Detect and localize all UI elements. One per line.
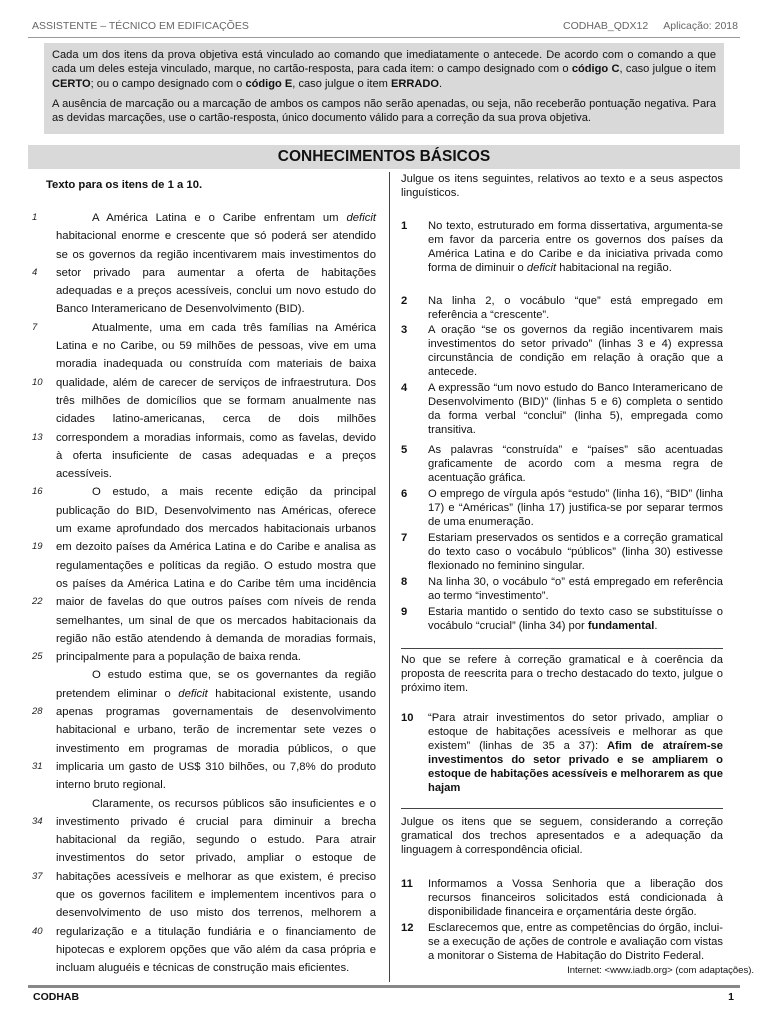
line-text: três milhões de domicílios que se formam anualmente nas bbox=[56, 394, 376, 407]
item-4: 4 A expressão “um novo estudo do Banco Interamericano de Desenvolvimento (BID)” (linhas 5 e 6) completa o sentido da forma verbal “conclui” (linha 5), empregada como transitiva. bbox=[401, 382, 723, 437]
text-line bbox=[30, 447, 380, 465]
text-line bbox=[30, 575, 380, 593]
application-year: Aplicação: 2018 bbox=[663, 20, 738, 32]
line-text: desenvolvimento de uso misto dos terrenos, melhorem a bbox=[56, 907, 376, 920]
line-number: 28 bbox=[32, 706, 43, 718]
item-7: 7 Estariam preservados os sentidos e a correção gramatical do texto caso o vocábulo “públicos” (linha 30) estivesse flexionado no feminino singular. bbox=[401, 532, 723, 573]
exam-code: CODHAB_QDX12 bbox=[563, 20, 649, 32]
line-text: em dezoito países da América Latina e do Caribe e analisa as bbox=[56, 541, 376, 554]
text-line bbox=[30, 959, 380, 977]
text-line bbox=[30, 941, 380, 959]
text-lines bbox=[30, 209, 380, 977]
text-line bbox=[30, 758, 380, 776]
text-line bbox=[30, 246, 380, 264]
text-line bbox=[30, 374, 380, 392]
item-9: 9 Estaria mantido o sentido do texto caso se substituísse o vocábulo “crucial” (linha 34) por fundamental. bbox=[401, 606, 723, 633]
line-number: 19 bbox=[32, 541, 43, 553]
line-text: interno bruto regional. bbox=[56, 779, 166, 792]
items-intro-1: Julgue os itens seguintes, relativos ao texto e a seus aspectos linguísticos. bbox=[401, 173, 723, 200]
line-text: Banco Interamericano de Desenvolvimento (BID). bbox=[56, 303, 305, 316]
text-line bbox=[30, 721, 380, 739]
line-text: habitacional e urbano, terão de incrementar sete vezes o bbox=[56, 724, 376, 737]
line-text: semelhantes, um sinal de que os mercados habitacionais da bbox=[56, 614, 376, 627]
item-5: 5 As palavras “construída” e “países” são acentuadas graficamente de acordo com a mesma regra de acentuação gráfica. bbox=[401, 444, 723, 485]
line-text: correspondem a moradias informais, como as favelas, devido bbox=[56, 431, 376, 444]
item-10: 10 “Para atrair investimentos do setor privado, ampliar o estoque de habitações acessíveis e melhorar as que existem” (linhas de 35 a 37): Afim de atraírem-se investimentos do setor privado e se ampliarem o estoque de habitações acessíveis e melhorarem as que hajam bbox=[401, 712, 723, 795]
text-line bbox=[30, 831, 380, 849]
item-1: 1 No texto, estruturado em forma dissertativa, argumenta-se em favor da parceria entre os governos dos países da América Latina e do Caribe e da iniciativa privada como forma de diminuir o deficit habitacional na região. bbox=[401, 220, 723, 275]
line-text: à oferta insuficiente de casas adequadas e a preços bbox=[56, 449, 376, 462]
line-text: Atualmente, uma em cada três famílias na América bbox=[92, 321, 376, 334]
line-text: habitações acessíveis e melhorar as que existem, é preciso bbox=[56, 870, 376, 883]
text-line bbox=[30, 630, 380, 648]
text-line bbox=[30, 520, 380, 538]
line-text: Latina e no Caribe, ou 59 milhões de pessoas, vive em uma bbox=[56, 340, 376, 353]
line-text: cidades latino-americanas, cerca de dois milhões bbox=[56, 413, 376, 426]
exam-title: ASSISTENTE – TÉCNICO EM EDIFICAÇÕES bbox=[32, 20, 249, 32]
line-text: que os governos facilitem e implementem incentivos para o bbox=[56, 888, 376, 901]
text-line bbox=[30, 337, 380, 355]
footer-rule bbox=[28, 985, 740, 988]
text-line bbox=[30, 465, 380, 483]
line-text: regulamentações e políticas da região. O estudo mostra que bbox=[56, 559, 376, 572]
text-line bbox=[30, 429, 380, 447]
instructions-paragraph-2: A ausência de marcação ou a marcação de ambos os campos não serão apenadas, ou seja, não receberão pontuação negativa. Para as devidas marcações, use o cartão-resposta, único documento válido para a correção da sua prova objetiva. bbox=[52, 97, 716, 125]
line-number: 31 bbox=[32, 760, 43, 772]
line-text: os países da América Latina e do Caribe têm uma incidência bbox=[56, 577, 376, 590]
line-number: 7 bbox=[32, 321, 38, 333]
line-text: moradia inadequada ou construída com materiais de baixa bbox=[56, 358, 376, 371]
instructions-box bbox=[44, 43, 724, 134]
page-header bbox=[28, 14, 740, 38]
line-text: investimento privado é crucial para diminuir a brecha bbox=[56, 815, 376, 828]
line-text: investimentos do setor privado, ampliar o estoque de bbox=[56, 852, 376, 865]
items-intro-2: No que se refere à correção gramatical e à coerência da proposta de reescrita para o trecho destacado do texto, julgue o próximo item. bbox=[401, 654, 723, 695]
item-12: 12 Esclarecemos que, entre as competências do órgão, inclui-se a execução de ações de controle e avaliação com vistas a monitorar o Sistema de Habitação do Distrito Federal. bbox=[401, 922, 723, 963]
text-line bbox=[30, 319, 380, 337]
line-text: acessíveis. bbox=[56, 468, 112, 481]
text-line bbox=[30, 410, 380, 428]
text-line bbox=[30, 923, 380, 941]
line-text: habitacional da região, segundo o estudo. Para atrair bbox=[56, 834, 376, 847]
line-text: regularização e a titulação fundiária e o financiamento de bbox=[56, 925, 376, 938]
divider-rule bbox=[401, 648, 723, 649]
line-number: 22 bbox=[32, 596, 43, 608]
line-text: se os governos da região incentivarem mais investimentos do bbox=[56, 248, 376, 261]
line-text: O estudo, a mais recente edição da principal bbox=[92, 486, 376, 499]
text-line bbox=[30, 593, 380, 611]
text-line bbox=[30, 538, 380, 556]
instructions-paragraph-1: Cada um dos itens da prova objetiva está vinculado ao comando que imediatamente o antecede. De acordo com o comando a que cada um deles esteja vinculado, marque, no cartão-resposta, para cada item: o campo designado com o código C, caso julgue o item CERTO; ou o campo designado com o código E, caso julgue o item ERRADO. bbox=[52, 49, 716, 90]
line-text: qualidade, além de carecer de serviços de infraestrutura. Dos bbox=[56, 376, 376, 389]
text-line bbox=[30, 355, 380, 373]
item-3: 3 A oração “se os governos da região incentivarem mais investimentos do setor privado” (linhas 3 e 4) expressa circunstância de condição em relação à oração que a antecede. bbox=[401, 324, 723, 379]
line-number: 10 bbox=[32, 376, 43, 388]
line-text: principalmente para a população de baixa renda. bbox=[56, 651, 301, 664]
text-source: Internet: <www.iadb.org> (com adaptações). bbox=[567, 965, 754, 976]
item-11: 11 Informamos a Vossa Senhoria que a liberação dos recursos financeiros solicitados está condicionada à disponibilidade financeira e orçamentária deste órgão. bbox=[401, 878, 723, 919]
line-text: maior de favelas do que outros países com níveis de renda bbox=[56, 596, 376, 609]
text-line bbox=[30, 740, 380, 758]
item-6: 6 O emprego de vírgula após “estudo” (linha 16), “BID” (linha 17) e “Américas” (linha 17) justifica-se por separar termos de uma enumeração. bbox=[401, 488, 723, 529]
text-title: Texto para os itens de 1 a 10. bbox=[46, 179, 203, 191]
footer-org: CODHAB bbox=[33, 991, 80, 1003]
line-text: apenas programas governamentais de desenvolvimento bbox=[56, 706, 376, 719]
line-number: 37 bbox=[32, 870, 43, 882]
line-text: incluam aluguéis e técnicas de construção mais eficientes. bbox=[56, 962, 350, 975]
line-text: Claramente, os recursos públicos são insuficientes e o bbox=[92, 797, 376, 810]
text-line bbox=[30, 868, 380, 886]
items-intro-3: Julgue os itens que se seguem, considerando a correção gramatical dos trechos apresentados e a adequação da linguagem à correspondência oficial. bbox=[401, 816, 723, 857]
line-number: 40 bbox=[32, 925, 43, 937]
column-divider bbox=[389, 172, 390, 982]
text-line bbox=[30, 227, 380, 245]
text-line bbox=[30, 886, 380, 904]
line-text: investimento em programas de moradia públicos, o que bbox=[56, 742, 376, 755]
line-number: 13 bbox=[32, 431, 43, 443]
line-number: 25 bbox=[32, 651, 43, 663]
line-text: publicação do BID, Desenvolvimento nas Américas, oferece bbox=[56, 504, 376, 517]
text-line bbox=[30, 776, 380, 794]
line-text: habitacional enorme e crescente que só poderá ser atendido bbox=[56, 230, 376, 243]
line-text: adequadas e a preços acessíveis, conclui um novo estudo do bbox=[56, 285, 376, 298]
text-line bbox=[30, 300, 380, 318]
line-text: pretendem eliminar o deficit habitacional existente, usando bbox=[56, 687, 376, 700]
text-line bbox=[30, 849, 380, 867]
text-line bbox=[30, 612, 380, 630]
section-title: CONHECIMENTOS BÁSICOS bbox=[28, 145, 740, 169]
line-number: 4 bbox=[32, 266, 38, 278]
line-text: hipotecas e explorem opções que vão além da casa própria e bbox=[56, 943, 376, 956]
line-number: 16 bbox=[32, 486, 43, 498]
text-line bbox=[30, 282, 380, 300]
item-2: 2 Na linha 2, o vocábulo “que” está empregado em referência a “crescente”. bbox=[401, 295, 723, 322]
text-line bbox=[30, 209, 380, 227]
line-text: região não estão atendendo à demanda de moradias formais, bbox=[56, 632, 376, 645]
line-text: implicaria um gasto de US$ 310 bilhões, ou 7,8% do produto bbox=[56, 760, 376, 773]
line-text: A América Latina e o Caribe enfrentam um deficit bbox=[92, 212, 376, 224]
text-line bbox=[30, 666, 380, 684]
text-line bbox=[30, 648, 380, 666]
text-line bbox=[30, 685, 380, 703]
text-line bbox=[30, 392, 380, 410]
line-number: 34 bbox=[32, 815, 43, 827]
text-line bbox=[30, 703, 380, 721]
text-line bbox=[30, 483, 380, 501]
text-line bbox=[30, 813, 380, 831]
line-text: setor privado para aumentar a oferta de habitações bbox=[56, 266, 376, 279]
text-line bbox=[30, 904, 380, 922]
divider-rule bbox=[401, 808, 723, 809]
page-number: 1 bbox=[728, 991, 734, 1003]
text-line bbox=[30, 264, 380, 282]
line-text: um exame aprofundado dos mercados habitacionais urbanos bbox=[56, 523, 376, 536]
line-text: O estudo estima que, se os governantes da região bbox=[92, 669, 376, 682]
text-line bbox=[30, 502, 380, 520]
text-line bbox=[30, 795, 380, 813]
line-number: 1 bbox=[32, 212, 38, 223]
text-line bbox=[30, 557, 380, 575]
item-8: 8 Na linha 30, o vocábulo “o” está empregado em referência ao termo “investimento”. bbox=[401, 576, 723, 603]
